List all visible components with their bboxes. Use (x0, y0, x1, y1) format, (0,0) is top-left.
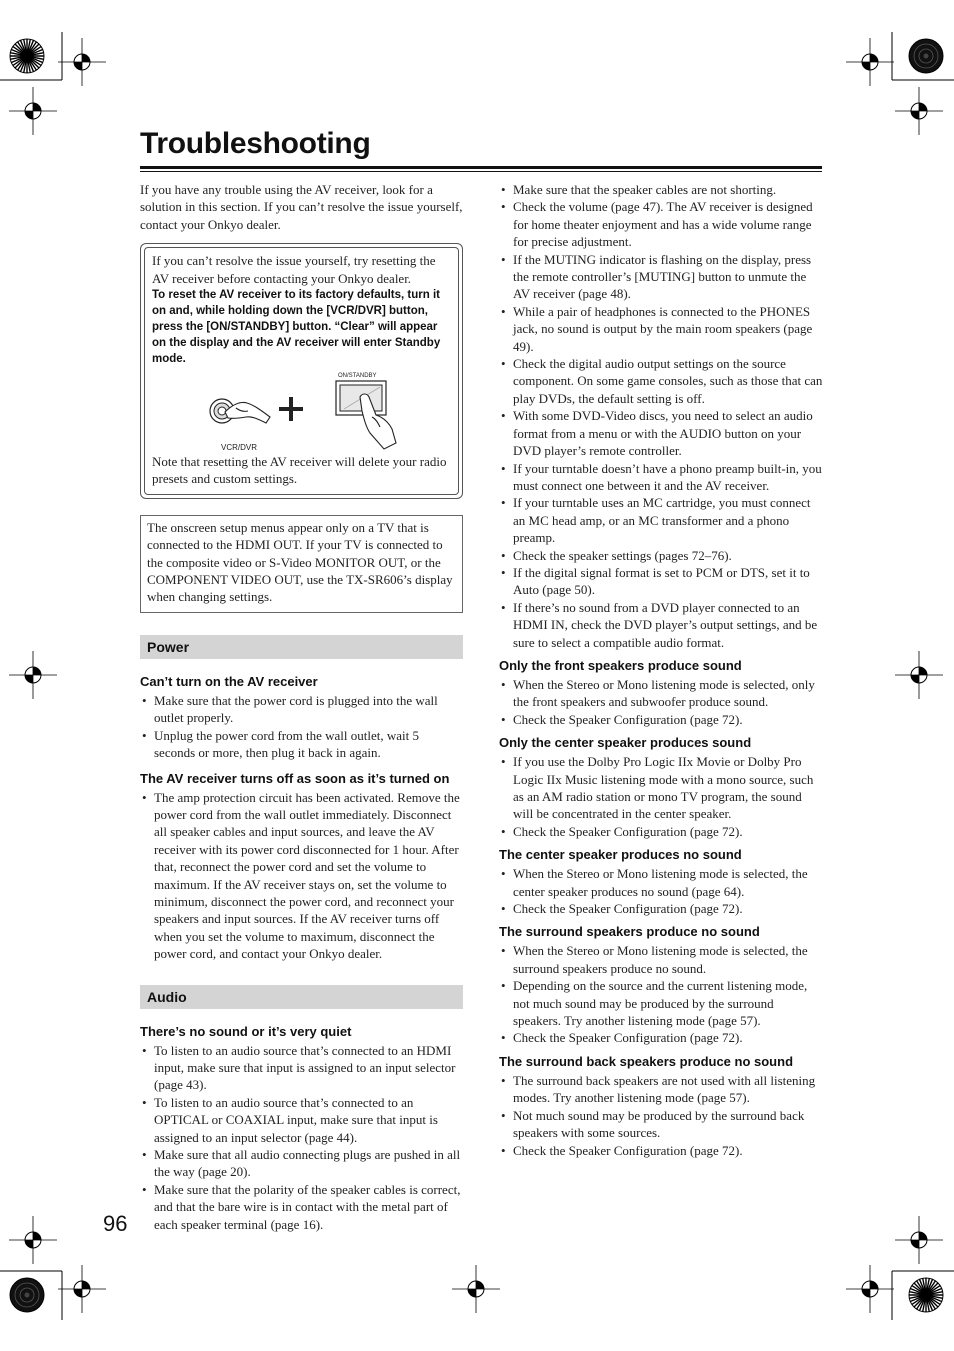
reset-instructions: To reset the AV receiver to its factory defaults, turn it on and, while holding down the [VCR/DVR] button, press the [ON/STANDBY] button. “Clear” will appear on the display and the AV receiver will enter Standby mode. (152, 289, 441, 366)
list-front-only (499, 676, 823, 728)
list-item: • Make sure that the power cord is plugged into the wall outlet properly. (140, 692, 463, 727)
onscreen-note-text: The onscreen setup menus appear only on a TV that is connected to the HDMI OUT. If your TV is connected to the composite video or S-Video MONITOR OUT, or the COMPONENT VIDEO OUT, use the TX-SR606’s display when changing settings. (147, 519, 453, 605)
list-item: • If you use the Dolby Pro Logic IIx Movie or Dolby Pro Logic IIx Music listening mode with a mono source, such as an AM radio station or mono TV program, the sound will be concentrated in the center speaker. (499, 753, 823, 823)
list-surround-back-none (499, 1072, 823, 1159)
right-column (499, 181, 823, 1159)
list-item: • Not much sound may be produced by the surround back speakers with some sources. (499, 1107, 823, 1142)
button-press-illustration (192, 371, 422, 451)
subheading-no-sound: There’s no sound or it’s very quiet (140, 1023, 352, 1039)
list-item: • If there’s no sound from a DVD player connected to an HDMI IN, check the DVD player’s output settings, and be sure to select a compatible audio format. (499, 599, 823, 651)
left-column (140, 181, 463, 1233)
list-item: • Check the Speaker Configuration (page 72). (499, 1029, 823, 1046)
onscreen-note-box (140, 515, 463, 613)
list-item: • To listen to an audio source that’s connected to an OPTICAL or COAXIAL input, make sure that input is assigned to an input selector (page 44). (140, 1094, 463, 1146)
list-item: • The surround back speakers are not used with all listening modes. Try another listening mode (page 57). (499, 1072, 823, 1107)
subheading-turns-off: The AV receiver turns off as soon as it’s turned on (140, 770, 450, 786)
list-item: • When the Stereo or Mono listening mode is selected, the center speaker produces no sound (page 64). (499, 865, 823, 900)
list-item: • With some DVD-Video discs, you need to select an audio format from a menu or with the AUDIO button on your DVD player’s remote controller. (499, 407, 823, 459)
list-item: • If your turntable doesn’t have a phono preamp built-in, you must connect one between it and the AV receiver. (499, 460, 823, 495)
list-item: • Check the Speaker Configuration (page 72). (499, 711, 823, 728)
subheading-surround-back-none: The surround back speakers produce no sound (499, 1053, 794, 1069)
page-number: 96 (103, 1211, 128, 1236)
list-surround-none (499, 942, 823, 1046)
intro-paragraph: If you have any trouble using the AV receiver, look for a solution in this section. If you can’t resolve the issue yourself, contact your Onkyo dealer. (140, 182, 463, 232)
list-center-none (499, 865, 823, 917)
list-no-sound-left (140, 1042, 463, 1233)
list-item: • To listen to an audio source that’s connected to an HDMI input, make sure that input is assigned to an input selector (page 43). (140, 1042, 463, 1094)
list-item: • Make sure that all audio connecting plugs are pushed in all the way (page 20). (140, 1146, 463, 1181)
section-heading-audio: Audio (140, 985, 463, 1009)
list-item: • If the MUTING indicator is flashing on the display, press the remote controller’s [MUTING] button to unmute the AV receiver (page 48). (499, 251, 823, 303)
subheading-front-only: Only the front speakers produce sound (499, 657, 742, 673)
list-item: • Check the speaker settings (pages 72–76). (499, 547, 823, 564)
list-cant-turn-on (140, 692, 463, 762)
reset-illustration (152, 367, 451, 453)
list-no-sound-right (499, 181, 823, 651)
list-item: • Depending on the source and the current listening mode, not much sound may be produced by the surround speakers. Try another listening mode (page 57). (499, 977, 823, 1029)
reset-notice-box (140, 243, 463, 499)
list-item: • Make sure that the speaker cables are not shorting. (499, 181, 823, 198)
subheading-center-only: Only the center speaker produces sound (499, 735, 752, 751)
subheading-center-none: The center speaker produces no sound (499, 847, 742, 863)
list-item: • When the Stereo or Mono listening mode is selected, the surround speakers produce no sound. (499, 942, 823, 977)
list-turns-off (140, 789, 463, 963)
list-item: • Check the digital audio output settings on the source component. On some game consoles, such as those that can play DVDs, the default setting is off. (499, 355, 823, 407)
list-item: • Unplug the power cord from the wall outlet, wait 5 seconds or more, then plug it back in again. (140, 727, 463, 762)
list-item: • Check the Speaker Configuration (page 72). (499, 823, 823, 840)
list-item: • Check the Speaker Configuration (page 72). (499, 1142, 823, 1159)
page-title: Troubleshooting (140, 127, 371, 160)
subheading-surround-none: The surround speakers produce no sound (499, 924, 760, 940)
title-rule-thin (140, 171, 822, 172)
title-rule (140, 166, 822, 169)
on-standby-label: ON/STANDBY (338, 373, 377, 380)
list-item: • If the digital signal format is set to PCM or DTS, set it to Auto (page 50). (499, 564, 823, 599)
list-item: • When the Stereo or Mono listening mode is selected, only the front speakers and subwoofer produce sound. (499, 676, 823, 711)
list-item: • While a pair of headphones is connected to the PHONES jack, no sound is output by the main room speakers (page 49). (499, 303, 823, 355)
subheading-cant-turn-on: Can’t turn on the AV receiver (140, 673, 318, 689)
list-item: • Check the Speaker Configuration (page 72). (499, 900, 823, 917)
list-item: • Check the volume (page 47). The AV receiver is designed for home theater enjoyment and has a wide volume range for precise adjustment. (499, 198, 823, 250)
list-item: • Make sure that the polarity of the speaker cables is correct, and that the bare wire is in contact with the metal part of each speaker terminal (page 16). (140, 1181, 463, 1233)
vcr-dvr-label: VCR/DVR (221, 443, 258, 453)
list-center-only (499, 753, 823, 840)
list-item: • If your turntable uses an MC cartridge, you must connect an MC head amp, or an MC transformer and a phono preamp. (499, 494, 823, 546)
plus-icon (279, 397, 303, 421)
section-heading-power: Power (140, 635, 463, 659)
reset-note-text: Note that resetting the AV receiver will delete your radio presets and custom settings. (152, 454, 447, 487)
list-item: • The amp protection circuit has been activated. Remove the power cord from the wall outlet immediately. Disconnect all speaker cables and input sources, and leave the AV receiver with its power cord disconnected for 1 hour. After that, reconnect the power cord and set the volume to maximum. If the AV receiver stays on, set the volume to minimum, disconnect the power cord, and reconnect your speakers and input sources. If the AV receiver turns off when you set the volume to maximum, disconnect the power cord, and contact your Onkyo dealer. (140, 789, 463, 963)
reset-intro-text: If you can’t resolve the issue yourself, try resetting the AV receiver before contacting your Onkyo dealer. (152, 253, 436, 286)
